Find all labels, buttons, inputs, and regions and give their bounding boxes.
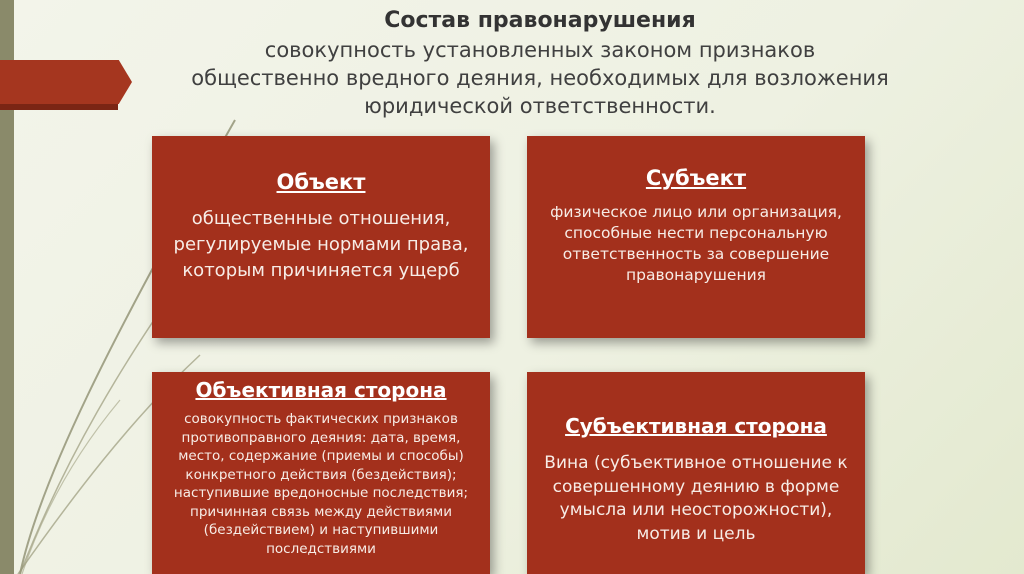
- subtitle-line: совокупность установленных законом признаков: [264, 38, 816, 62]
- card-object: [152, 136, 490, 338]
- card-body: физическое лицо или организация, способные нести персональную ответственность за совершение правонарушения: [550, 203, 842, 284]
- subtitle-line: общественно вредного деяния, необходимых для возложения: [191, 66, 889, 90]
- card-body: совокупность фактических признаков противоправного деяния: дата, время, место, содержание (приемы и способы) конкретного действия (бездействия); наступившие вредоносные последствия; причинная связь между действиями (бездействием) и наступившими последствиями: [173, 411, 469, 557]
- card-body: общественные отношения, регулируемые нормами права, которым причиняется ущерб: [173, 208, 469, 281]
- page-title: Состав правонарушения: [384, 8, 696, 33]
- card-subjective-side: [527, 372, 865, 574]
- subtitle-line: юридической ответственности.: [364, 94, 716, 118]
- card-heading: Субъект: [645, 166, 747, 190]
- card-objective-side: [152, 372, 490, 574]
- card-heading: Объективная сторона: [195, 378, 447, 402]
- card-subject: [527, 136, 865, 338]
- card-body: Вина (субъективное отношение к совершенному деянию в форме умысла или неосторожности), мотив и цель: [544, 453, 848, 544]
- card-heading: Объект: [276, 170, 366, 194]
- card-heading: Субъективная сторона: [565, 414, 827, 438]
- header: [100, 6, 980, 120]
